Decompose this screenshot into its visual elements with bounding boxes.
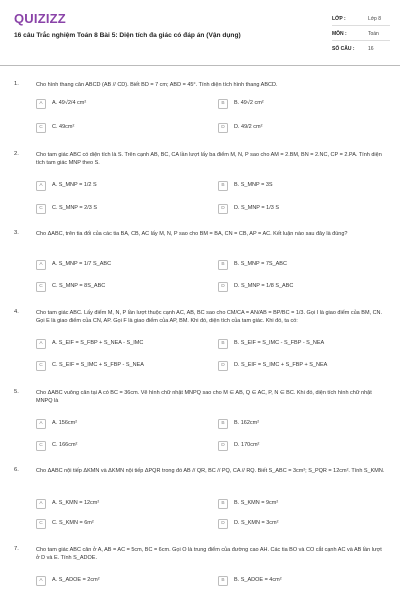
option-d[interactable] [218, 441, 368, 451]
option-c[interactable] [36, 282, 186, 292]
option-b[interactable] [218, 499, 368, 509]
option-c[interactable] [36, 441, 186, 451]
option-letter: A [36, 499, 46, 509]
option-text: B. S_MNP = 7S_ABC [234, 261, 287, 267]
option-text: C. 166cm² [52, 442, 78, 448]
question-text: Cho tam giác ABC. Lấy điểm M, N, P lần lượt thuộc cạnh AC, AB, BC sao cho CM/CA = AN/AB = BP/BC = 1/3. Gọi I là giao điểm của BM, CN. Gọi E là giao điểm của CN, AP. Gọi F là giao điểm của AP, BM. Khi đó, diện tích của tam giác. Khi đó, ta có: [36, 310, 383, 325]
option-letter: D [218, 519, 228, 529]
option-text: C. S_KMN = 6m² [52, 520, 94, 526]
option-a[interactable] [36, 260, 186, 270]
option-text: C. S_MNP = 2/3 S [52, 205, 97, 211]
option-text: B. 49√2 cm² [234, 100, 264, 106]
option-letter: D [218, 123, 228, 133]
option-letter: D [218, 361, 228, 371]
option-letter: C [36, 361, 46, 371]
option-a[interactable] [36, 576, 186, 586]
option-letter: A [36, 260, 46, 270]
option-letter: A [36, 181, 46, 191]
meta-label: SỐ CÂU : [332, 46, 355, 52]
option-text: A. S_ADOE = 2cm² [52, 577, 100, 583]
option-c[interactable] [36, 361, 186, 371]
question-text: Cho ΔABC vuông cân tại A có BC = 36cm. Vẽ hình chữ nhật MNPQ sao cho M ∈ AB, Q ∈ AC, P, N ∈ BC. Khi đó, diện tích hình chữ nhật MNPQ là [36, 390, 372, 405]
option-c[interactable] [36, 123, 186, 133]
meta-value: 16 [368, 46, 374, 52]
meta-label: LỚP : [332, 16, 346, 22]
question-text: Cho tam giác ABC cân ở A, AB = AC = 5cm, BC = 6cm. Gọi O là trung điểm của đường cao AH. Các tia BO và CO cắt cạnh AC và AB lần lượt ở D và E. Tính S_ADOE. [36, 547, 382, 562]
option-text: D. 49/2 cm² [234, 124, 263, 130]
question-text: Cho ΔABC nội tiếp ΔKMN và ΔKMN nội tiếp ΔPQR trong đó AB // QR, BC // PQ, CA // RQ. Biết S_ABC = 3cm²; S_PQR = 12cm². Tính S_KMN. [36, 468, 385, 474]
option-text: C. S_MNP = 8S_ABC [52, 283, 106, 289]
option-a[interactable] [36, 99, 186, 109]
question-text: Cho tam giác ABC có diện tích là S. Trên cạnh AB, BC, CA lần lượt lấy ba điểm M, N, P sao cho AM = 2.BM, BN = 2.NC, CP = 2.PA. Tính diện tích tam giác MNP theo S. [36, 152, 382, 167]
option-letter: B [218, 419, 228, 429]
option-letter: D [218, 282, 228, 292]
option-text: D. S_MNP = 1/8 S_ABC [234, 283, 294, 289]
question-number: 2. [14, 151, 19, 157]
meta-value: Lớp 8 [368, 16, 382, 22]
option-text: A. S_KMN = 12cm² [52, 500, 100, 506]
meta-label: MÔN : [332, 31, 347, 37]
option-d[interactable] [218, 282, 368, 292]
meta-divider [332, 25, 390, 26]
option-letter: B [218, 339, 228, 349]
option-text: B. S_EIF = S_IMC - S_FBP - S_NEA [234, 340, 325, 346]
option-letter: C [36, 282, 46, 292]
question-number: 4. [14, 309, 19, 315]
option-text: B. 162cm² [234, 420, 260, 426]
option-text: A. S_EIF = S_FBP + S_NEA - S_IMC [52, 340, 144, 346]
option-text: A. 49√2/4 cm² [52, 100, 87, 106]
option-text: A. S_MNP = 1/7 S_ABC [52, 261, 112, 267]
page-title: 16 câu Trắc nghiệm Toán 8 Bài 5: Diện tích đa giác có đáp án (Vận dụng) [14, 32, 241, 39]
question-number: 7. [14, 546, 19, 552]
meta-divider [332, 40, 390, 41]
option-a[interactable] [36, 499, 186, 509]
option-d[interactable] [218, 204, 368, 214]
meta-value: Toán [368, 31, 379, 37]
option-a[interactable] [36, 419, 186, 429]
option-letter: C [36, 519, 46, 529]
option-text: C. S_EIF = S_IMC + S_FBP - S_NEA [52, 362, 144, 368]
question-text: Cho ΔABC, trên tia đối của các tia BA, CB, AC lấy M, N, P sao cho BM = BA, CN = CB, AP = AC. Kết luận nào sau đây là đúng? [36, 231, 348, 237]
option-c[interactable] [36, 204, 186, 214]
option-text: D. S_MNP = 1/3 S [234, 205, 279, 211]
option-b[interactable] [218, 339, 368, 349]
option-c[interactable] [36, 519, 186, 529]
option-letter: C [36, 441, 46, 451]
option-letter: A [36, 99, 46, 109]
option-b[interactable] [218, 419, 368, 429]
option-letter: D [218, 441, 228, 451]
question-number: 5. [14, 389, 19, 395]
option-letter: A [36, 576, 46, 586]
option-d[interactable] [218, 361, 368, 371]
option-letter: B [218, 499, 228, 509]
option-letter: B [218, 181, 228, 191]
option-letter: D [218, 204, 228, 214]
option-b[interactable] [218, 99, 368, 109]
quizizz-logo: QUIZIZZ [14, 11, 66, 26]
option-text: A. S_MNP = 1/2 S [52, 182, 97, 188]
option-letter: A [36, 419, 46, 429]
option-a[interactable] [36, 339, 186, 349]
option-b[interactable] [218, 576, 368, 586]
option-d[interactable] [218, 123, 368, 133]
option-text: D. S_KMN = 3cm² [234, 520, 279, 526]
option-letter: B [218, 576, 228, 586]
option-letter: A [36, 339, 46, 349]
option-text: A. 156cm² [52, 420, 78, 426]
question-number: 6. [14, 467, 19, 473]
option-letter: B [218, 260, 228, 270]
option-text: D. S_EIF = S_IMC + S_FBP + S_NEA [234, 362, 328, 368]
option-letter: C [36, 204, 46, 214]
option-text: D. 170cm² [234, 442, 260, 448]
option-text: C. 49cm² [52, 124, 75, 130]
option-letter: B [218, 99, 228, 109]
option-b[interactable] [218, 260, 368, 270]
option-d[interactable] [218, 519, 368, 529]
question-number: 3. [14, 230, 19, 236]
option-text: B. S_MNP = 3S [234, 182, 273, 188]
option-a[interactable] [36, 181, 186, 191]
question-number: 1. [14, 81, 19, 87]
option-b[interactable] [218, 181, 368, 191]
option-text: B. S_ADOE = 4cm² [234, 577, 282, 583]
question-text: Cho hình thang cân ABCD (AB // CD). Biết BD = 7 cm; ABD = 45°. Tính diện tích hình thang ABCD. [36, 82, 278, 88]
document-header [0, 0, 400, 66]
option-letter: C [36, 123, 46, 133]
option-text: B. S_KMN = 9cm² [234, 500, 279, 506]
